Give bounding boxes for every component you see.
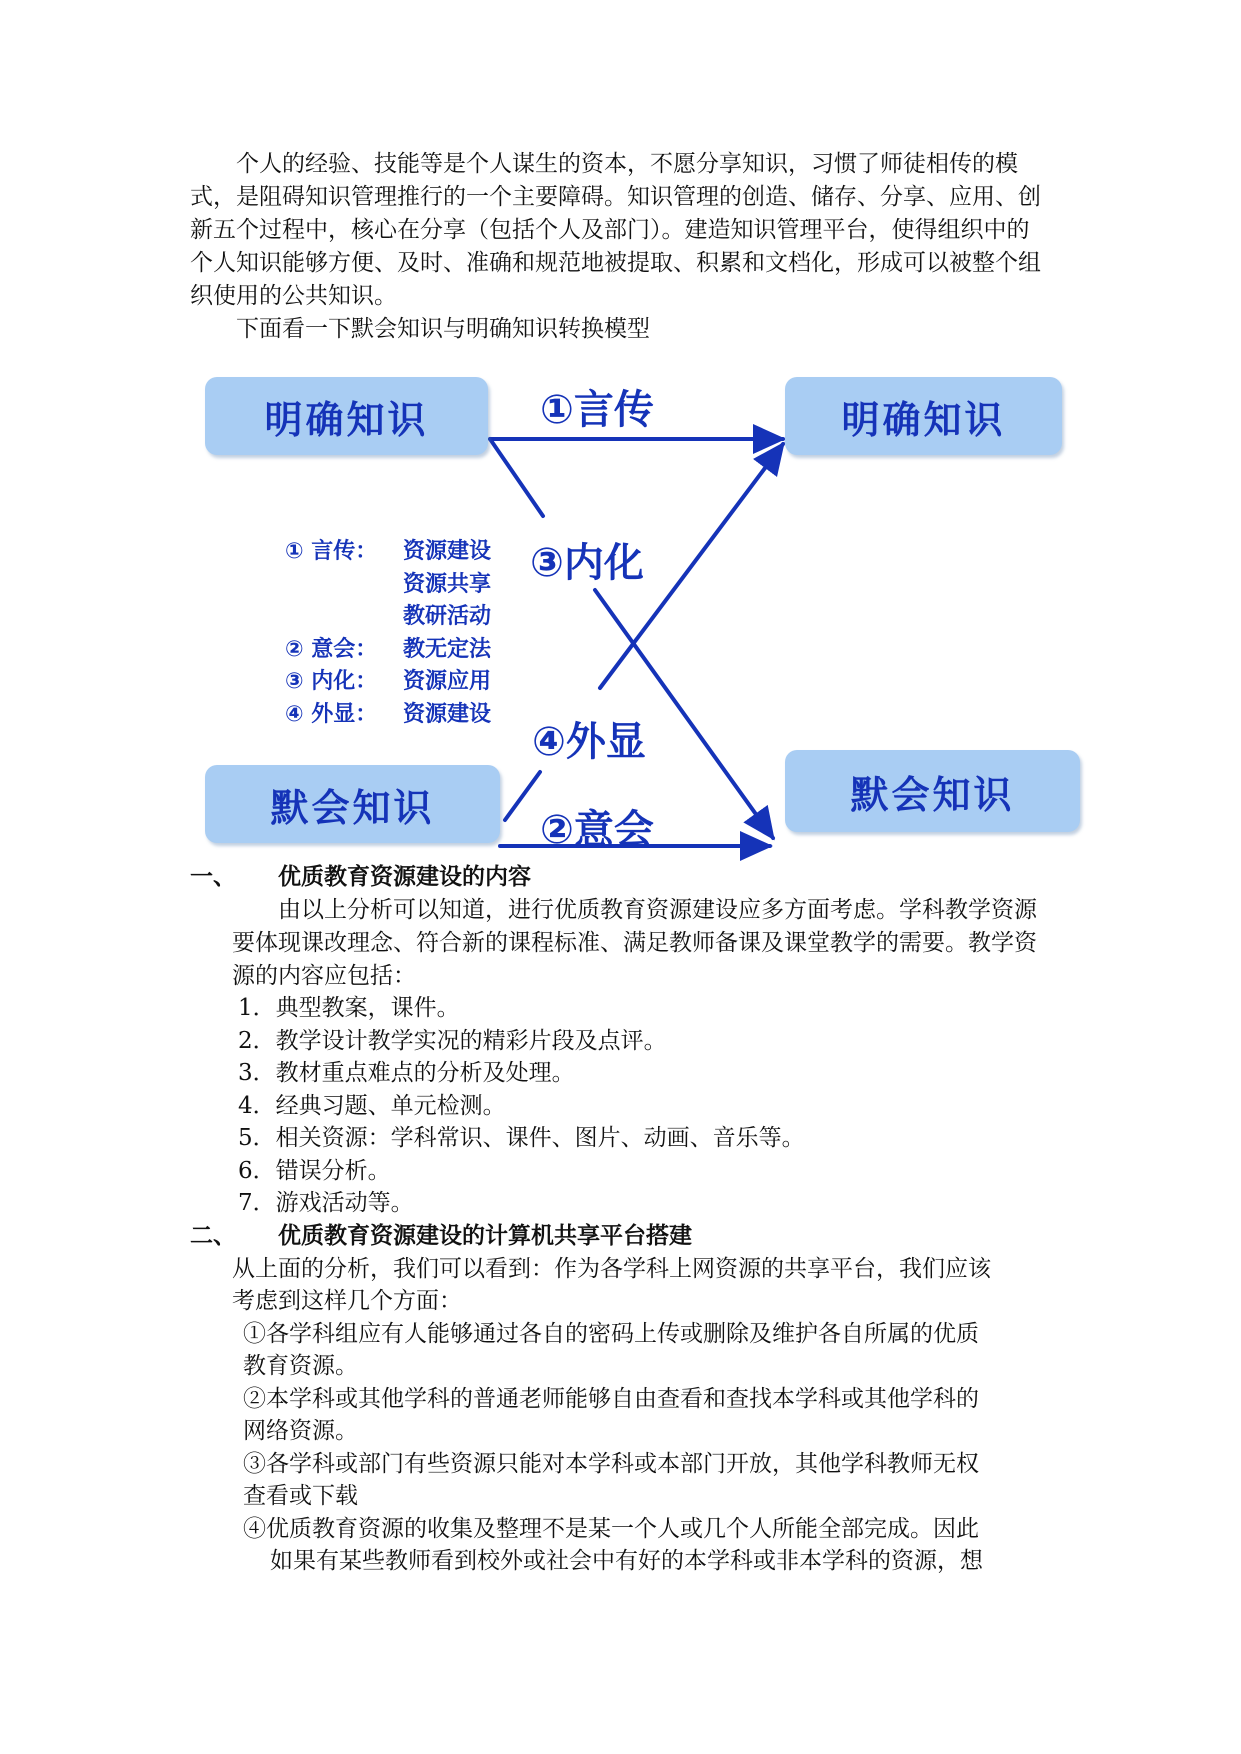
section-2-title: 优质教育资源建设的计算机共享平台搭建: [278, 1223, 692, 1249]
list-item: 3．教材重点难点的分析及处理。: [238, 1060, 575, 1086]
label-waixian: ④外显: [532, 719, 646, 765]
label-yanchuan: ①言传: [540, 387, 654, 433]
point-1: ①各学科组应有人能够通过各自的密码上传或删除及维护各自所属的优质 教育资源。: [243, 1321, 979, 1379]
intro-paragraph: 个人的经验、技能等是个人谋生的资本，不愿分享知识，习惯了师徒相传的模式，是阻碍知识管理推行的一个主要障碍。知识管理的创造、储存、分享、应用、创新五个过程中，核心在分享（包括个人及部门）。建造知识管理平台，使得组织中的个人知识能够方便、及时、准确和规范地被提取、积累和文档化，形成可以被整个组织使用的公共知识。: [190, 151, 1041, 309]
legend-row: 教研活动: [403, 604, 492, 629]
point-4: ④优质教育资源的收集及整理不是某一个人或几个人所能全部完成。因此 如果有某些教师看到校外或社会中有好的本学科或非本学科的资源，想: [243, 1516, 983, 1574]
legend-row: ④ 外显： 资源建设: [285, 701, 492, 727]
label-neihua: ③内化: [530, 540, 644, 586]
section-2-number: 二、: [190, 1223, 236, 1249]
legend-row: 资源共享: [403, 571, 492, 597]
list-item: 2．教学设计教学实况的精彩片段及点评。: [238, 1028, 667, 1054]
section-2-paragraph-line-1: 从上面的分析，我们可以看到：作为各学科上网资源的共享平台，我们应该: [232, 1256, 991, 1282]
section-1-paragraph: 由以上分析可以知道，进行优质教育资源建设应多方面考虑。学科教学资源要体现课改理念、符合新的课程标准、满足教师备课及课堂教学的需要。教学资源的内容应包括：: [232, 897, 1037, 989]
list-item: 7．游戏活动等。: [238, 1190, 414, 1216]
list-item: 6．错误分析。: [238, 1158, 391, 1184]
legend-row: ① 言传： 资源建设: [285, 539, 492, 564]
section-1-number: 一、: [190, 864, 236, 890]
legend-row: ② 意会： 教无定法: [285, 636, 492, 662]
section-2-heading: [190, 1220, 692, 1253]
list-item: 4．经典习题、单元检测。: [238, 1093, 506, 1119]
legend-row: ③ 内化： 资源应用: [285, 669, 492, 694]
section-2-paragraph-line-2: 考虑到这样几个方面：: [232, 1288, 462, 1314]
point-2: ②本学科或其他学科的普通老师能够自由查看和查找本学科或其他学科的 网络资源。: [243, 1386, 979, 1444]
section-1-title: 优质教育资源建设的内容: [278, 864, 531, 890]
list-item: 5．相关资源：学科常识、课件、图片、动画、音乐等。: [238, 1125, 805, 1151]
box-explicit-knowledge-right: 明确知识: [785, 377, 1062, 455]
arrow-waixian-lower: [505, 772, 540, 820]
section-1-heading: [190, 861, 531, 894]
point-3: ③各学科或部门有些资源只能对本学科或本部门开放，其他学科教师无权 查看或下载: [243, 1451, 979, 1509]
intro-lead: 下面看一下默会知识与明确知识转换模型: [236, 316, 650, 342]
list-item: 1．典型教案，课件。: [238, 995, 460, 1021]
diagram-legend: [285, 536, 491, 731]
arrow-neihua-upper: [490, 439, 543, 516]
box-explicit-knowledge-left: 明确知识: [205, 377, 488, 455]
box-tacit-knowledge-left: 默会知识: [205, 765, 500, 843]
box-tacit-knowledge-right: 默会知识: [785, 750, 1080, 832]
label-yihui: ②意会: [540, 807, 654, 853]
